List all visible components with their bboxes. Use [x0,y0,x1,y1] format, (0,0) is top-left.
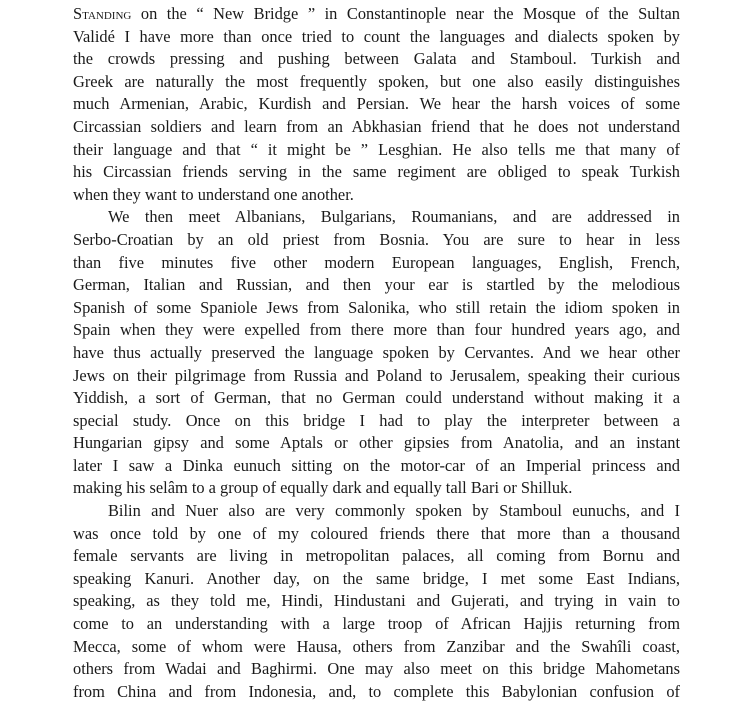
text-line: Mecca, some of whom were Hausa, others from Zanzibar and the Swahîli coast, [73,636,680,656]
paragraph-2 [73,206,680,500]
text-line: come to an understanding with a large troop of African Hajjis returning from [73,614,680,634]
text-line: Serbo-Croatian by an old priest from Bosnia. You are sure to hear in less [73,229,680,249]
text-line: making his selâm to a group of equally dark and equally tall Bari or Shilluk. [73,478,573,498]
text-line: was once told by one of my coloured friends there that more than a thousand [73,523,680,543]
text-line: their language and that “ it might be ” Lesghian. He also tells me that many of [73,139,680,159]
text-line: the crowds pressing and pushing between Galata and Stamboul. Turkish and [73,49,680,69]
text-line: have thus actually preserved the language spoken by Cervantes. And we hear other [73,342,680,362]
text-line: from China and from Indonesia, and, to complete this Babylonian confusion of [73,681,680,701]
text-line: others from Wadai and Baghirmi. One may also meet on this bridge Mahometans [73,659,680,679]
text-line: female servants are living in metropolitan palaces, all coming from Bornu and [73,546,680,566]
text-line: Spain when they were expelled from there more than four hundred years ago, and [73,320,680,340]
text-line: than five minutes five other modern European languages, English, French, [73,252,680,272]
text-line: later I saw a Dinka eunuch sitting on the motor-car of an Imperial princess and [73,455,680,475]
text-line: German, Italian and Russian, and then your ear is startled by the melodious [73,275,680,295]
text-line: when they want to understand one another. [73,184,354,204]
text-line: much Armenian, Arabic, Kurdish and Persian. We hear the harsh voices of some [73,94,680,114]
text-line: special study. Once on this bridge I had to play the interpreter between a [73,410,680,430]
text-line: Hungarian gipsy and some Aptals or other gipsies from Anatolia, and an instant [73,433,680,453]
text-column [73,3,680,701]
text-line: Validé I have more than once tried to count the languages and dialects spoken by [73,26,680,46]
text-line: speaking Kanuri. Another day, on the same bridge, I met some East Indians, [73,568,680,588]
text-line: We then meet Albanians, Bulgarians, Roumanians, and are addressed in [108,207,680,227]
text-line: Standing on the “ New Bridge ” in Constantinople near the Mosque of the Sultan [73,4,680,23]
text-line: Bilin and Nuer also are very commonly spoken by Stamboul eunuchs, and I [108,501,680,521]
text-line: speaking, as they told me, Hindi, Hindustani and Gujerati, and trying in vain to [73,591,680,611]
paragraph-3 [73,500,680,701]
text-line: Yiddish, a sort of German, that no German could understand without making it a [73,388,680,408]
small-caps-lead: Standing [73,4,132,23]
text-line: Greek are naturally the most frequently spoken, but one also easily distinguishes [73,71,680,91]
text-line: his Circassian friends serving in the same regiment are obliged to speak Turkish [73,162,680,182]
text-line: Jews on their pilgrimage from Russia and Poland to Jerusalem, speaking their curious [73,365,680,385]
text-line: Spanish of some Spaniole Jews from Salonika, who still retain the idiom spoken in [73,297,680,317]
text-line: Circassian soldiers and learn from an Abkhasian friend that he does not understand [73,116,680,136]
paragraph-1 [73,3,680,206]
